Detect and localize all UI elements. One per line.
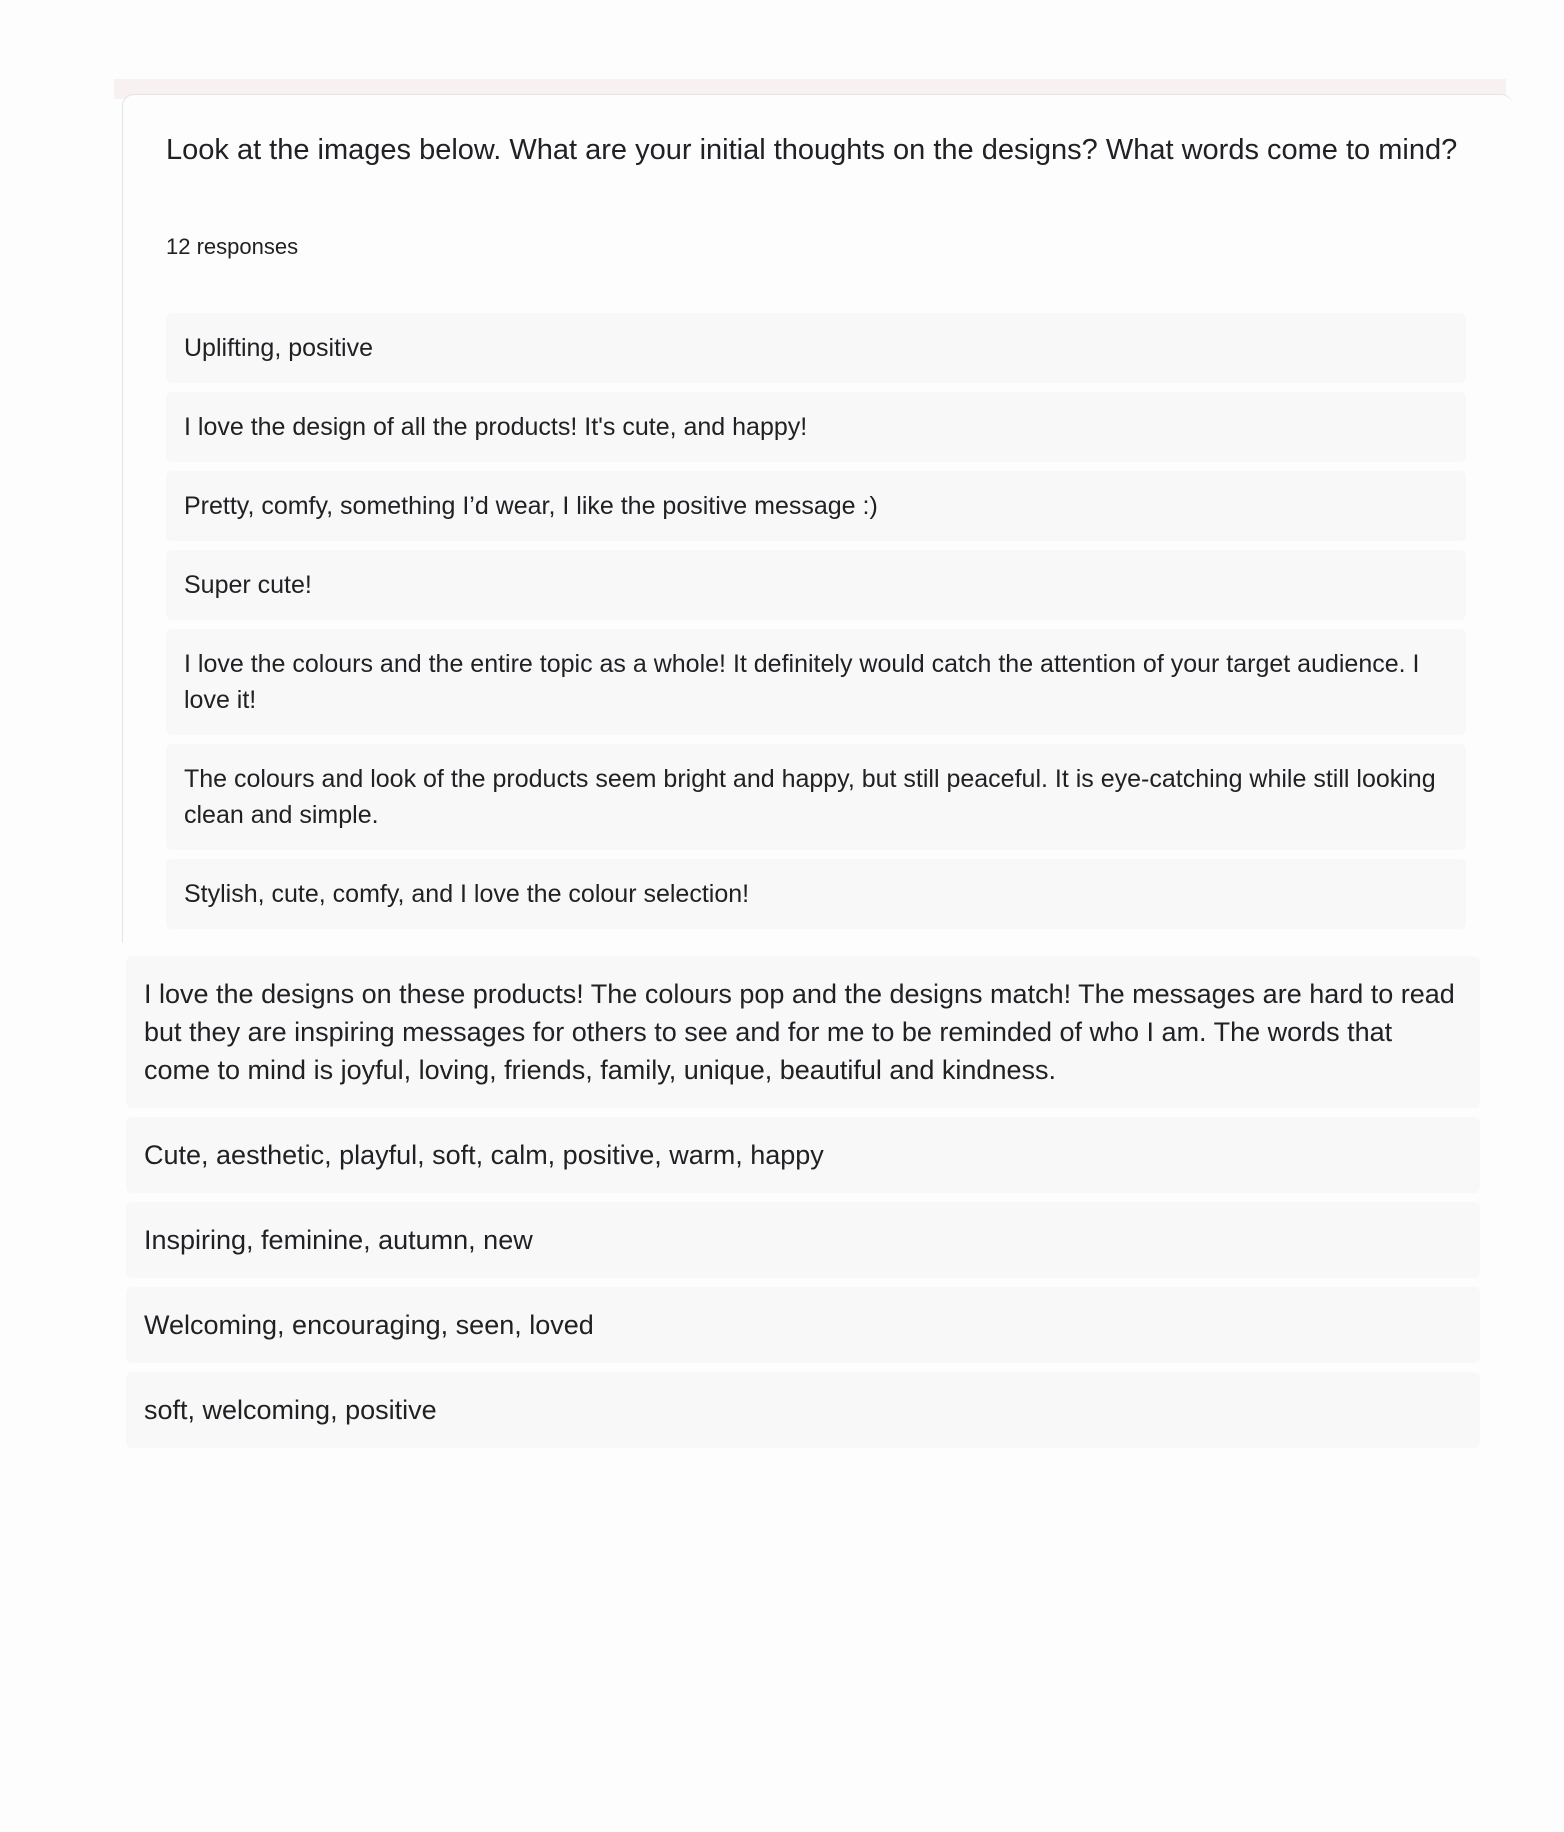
response-item: Pretty, comfy, something I’d wear, I like the positive message :) [166, 471, 1466, 541]
response-item: Inspiring, feminine, autumn, new [126, 1202, 1480, 1278]
response-item: I love the designs on these products! The colours pop and the designs match! The messages are hard to read but they are inspiring messages for others to see and for me to be reminded of who I am. The words that come to mind is joyful, loving, friends, family, unique, beautiful and kindness. [126, 956, 1480, 1108]
response-item: The colours and look of the products seem bright and happy, but still peaceful. It is eye-catching while still looking clean and simple. [166, 744, 1466, 850]
response-item: Stylish, cute, comfy, and I love the colour selection! [166, 859, 1466, 929]
response-item: I love the colours and the entire topic as a whole! It definitely would catch the attention of your target audience. I love it! [166, 629, 1466, 735]
response-count: 12 responses [166, 234, 299, 259]
response-list [166, 313, 1466, 938]
response-item: Welcoming, encouraging, seen, loved [126, 1287, 1480, 1363]
response-item: Cute, aesthetic, playful, soft, calm, positive, warm, happy [126, 1117, 1480, 1193]
response-item: Uplifting, positive [166, 313, 1466, 383]
question-title: Look at the images below. What are your initial thoughts on the designs? What words come to mind? [166, 134, 1458, 166]
response-item: soft, welcoming, positive [126, 1372, 1480, 1448]
response-item: Super cute! [166, 550, 1466, 620]
response-item: I love the design of all the products! It's cute, and happy! [166, 392, 1466, 462]
response-list-continued [126, 956, 1480, 1457]
